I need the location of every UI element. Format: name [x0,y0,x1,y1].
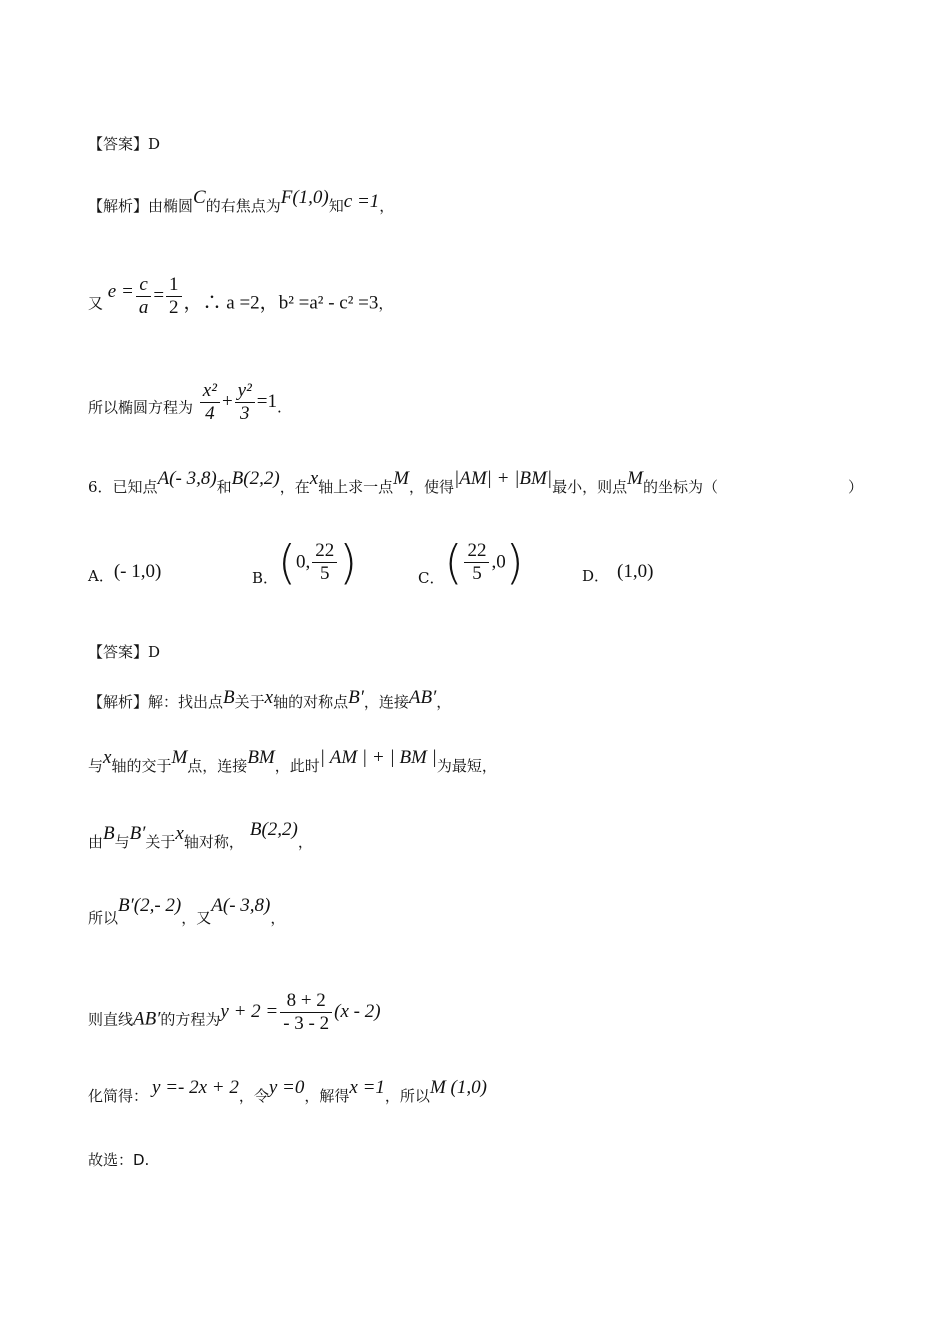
text: ，所以 [384,1087,430,1105]
math-Bprime: B′ [129,823,146,844]
math-ABprime: AB′ [133,1008,161,1030]
text: 的方程为 [160,1010,221,1029]
text: 的坐标为（ [642,478,718,496]
text: ，在 [279,478,310,496]
option-value: (- 1,0) [113,561,162,582]
math-b2: b² =a² - c² =3 [278,292,379,314]
math-plus: + [221,390,233,412]
fraction-slope [280,990,332,1035]
math-BM: BM [247,747,275,768]
math-rhs: (x - 2) [334,1000,381,1022]
denominator: 2 [169,297,179,318]
text: 点，连接 [187,757,248,775]
left-paren-icon: ( [444,535,463,590]
solution-label: 【解析】 [88,197,149,215]
math-B: B [223,687,235,708]
text: 与 [88,757,104,775]
text: 轴的交于 [111,757,172,775]
options-row [88,535,888,592]
solution-2-line-7 [88,1150,149,1170]
fraction [312,540,337,585]
math-F: F(1,0) [280,187,329,208]
math-abs: |AM| + |BM| [454,468,553,489]
answer-line [88,134,160,154]
math-M: M [393,468,409,489]
option-value: 0, [295,551,311,573]
numerator: 8 + 2 [280,990,332,1013]
fraction [464,540,489,585]
math-Bprime: B′ [348,687,364,708]
text: 解：找出点 [148,693,224,711]
text: 与 [114,833,130,851]
text: ， [270,909,286,927]
solution-label: 【解析】 [88,693,149,711]
solution-2-line-1 [88,687,452,712]
question-number: 6． [88,478,113,496]
text: ， [378,294,394,313]
math-a: ，∴ a =2， [183,292,279,314]
math-eq1: =1 [256,390,278,412]
numerator: 1 [166,274,182,297]
denominator: - 3 - 2 [283,1013,330,1034]
denominator: a [138,297,149,318]
solution-2-line-3 [88,819,313,852]
math-B22: B(2,2) [249,819,298,840]
answer-value: D [148,135,161,153]
text: ，令 [238,1087,269,1105]
math-M: M [627,468,643,489]
answer-label: 【答案】 [88,643,149,661]
text: 又 [88,294,104,313]
numerator: 22 [312,540,337,563]
fraction-y2-over-3 [235,380,255,425]
answer-label: 【答案】 [88,135,149,153]
math-eq2: y =0 [268,1077,305,1098]
text: 为最短， [436,757,497,775]
math-ABprime: AB′ [408,687,437,708]
text: ， [436,693,452,711]
answer-line [88,642,160,662]
solution-line-3 [88,380,282,431]
math-B: B [103,823,115,844]
option-label: C． [418,568,445,587]
solution-2-line-4 [88,895,286,928]
option-a[interactable] [88,561,162,586]
fraction-half [166,274,182,319]
solution-2-line-6 [88,1077,487,1106]
fraction-c-over-a [136,274,152,319]
text: 所以 [88,909,119,927]
math-x: x [309,468,319,489]
question-6 [88,468,864,497]
denominator: 5 [472,563,482,584]
option-d[interactable] [582,561,654,586]
text: 的右焦点为 [205,197,281,215]
text: 关于 [145,833,176,851]
option-value: (1,0) [617,561,654,582]
text: 知 [328,197,344,215]
text: ，连接 [363,693,409,711]
math-M: M (1,0) [429,1077,487,1098]
text: 由椭圆 [148,197,194,215]
math-e: e = [107,280,134,302]
denominator: 4 [205,403,215,424]
text: 轴上求一点 [318,478,394,496]
text: 关于 [234,693,265,711]
denominator: 5 [319,563,330,584]
text: ，此时 [274,757,320,775]
fraction-x2-over-4 [200,380,220,425]
text: ， [297,833,313,851]
math-eq1: y =- 2x + 2 [152,1077,239,1098]
numerator: c [136,274,152,297]
math-eq: = [153,284,165,306]
solution-2-line-5 [88,990,381,1043]
math-c: c =1 [343,191,380,212]
option-label: A． [88,567,114,585]
math-abs: | AM | + | BM | [319,747,437,768]
math-x: x [175,823,184,844]
right-paren-icon: ) [339,535,358,590]
denominator: 3 [239,403,250,424]
left-paren-icon: ( [278,535,296,590]
math-x: x [103,747,112,768]
text: 故选：D. [88,1151,150,1169]
text: 最小，则点 [552,478,628,496]
math-lhs: y + 2 = [220,1000,279,1022]
text: ，又 [181,909,212,927]
option-b[interactable] [252,535,358,590]
text: 和 [216,478,232,496]
solution-2-line-2 [88,747,497,776]
text: 化简得： [88,1087,149,1105]
text: . [277,398,282,417]
text: 由 [88,833,104,851]
numerator: x² [200,380,220,403]
option-label: B． [252,568,279,587]
solution-line-1 [88,187,395,216]
text: ，使得 [408,478,454,496]
option-value: ,0 [491,551,506,573]
right-paren-icon: ) [505,535,524,590]
numerator: 22 [464,540,489,563]
numerator: y² [235,380,255,403]
text: ， [379,197,395,215]
math-Bprime: B′(2,- 2) [118,895,182,916]
text: 轴的对称点 [273,693,349,711]
text: 已知点 [112,478,158,496]
answer-value: D [148,643,161,661]
text: 所以椭圆方程为 [88,398,194,417]
option-c[interactable] [418,535,524,590]
math-B: B(2,2) [231,468,280,489]
math-M: M [171,747,188,768]
text: ，解得 [304,1087,350,1105]
math-eq3: x =1 [349,1077,385,1098]
math-x: x [264,687,274,708]
text: 轴对称， [183,833,244,851]
option-label: D． [582,567,610,585]
text: ） [848,478,864,496]
math-C: C [193,187,206,208]
text: 则直线 [88,1010,134,1029]
math-A: A(- 3,8) [157,468,217,489]
math-A: A(- 3,8) [211,895,271,916]
solution-line-2 [88,274,394,327]
